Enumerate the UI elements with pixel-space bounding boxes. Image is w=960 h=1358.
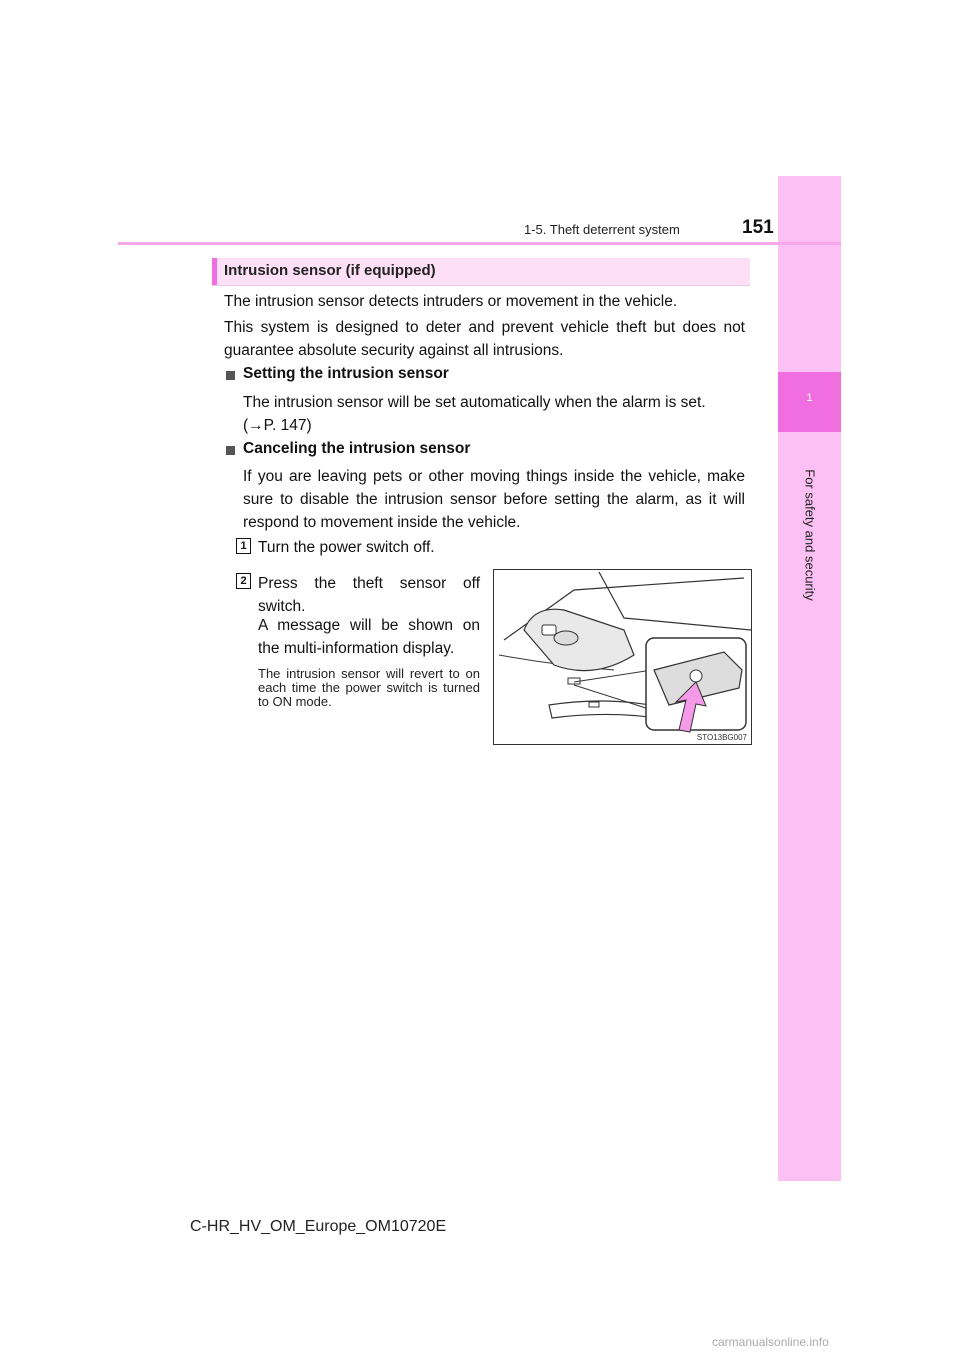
step-2-line-1: Press the theft sensor off (258, 575, 480, 592)
step-2-line-3: A message will be shown on (258, 617, 480, 634)
sensor-switch-illustration (493, 569, 752, 745)
page-heading: Intrusion sensor (if equipped) (224, 262, 436, 279)
canceling-text: If you are leaving pets or other moving things inside the vehicle, make sure to disable the intrusion sensor before setting the alarm, as it will respond to movement inside the vehicle. (243, 468, 745, 531)
step-2-line-2: switch. (258, 598, 306, 615)
section-title: 1-5. Theft deterrent system (524, 222, 680, 237)
setting-page-ref[interactable]: (→P. 147) (243, 417, 312, 434)
heading-accent (212, 258, 217, 285)
step-2-line-4: the multi-information display. (258, 640, 455, 657)
bullet-square-icon (226, 446, 235, 455)
page-number: 151 (742, 217, 774, 238)
step-number-box: 2 (236, 573, 251, 589)
setting-title: Setting the intrusion sensor (243, 365, 449, 382)
intro-paragraph-2: This system is designed to deter and prevent vehicle theft but does not guarantee absolute security against all intrusions. (224, 319, 745, 359)
canceling-title: Canceling the intrusion sensor (243, 440, 471, 457)
bullet-square-icon (226, 371, 235, 380)
step-1-text: Turn the power switch off. (258, 539, 435, 556)
step-2-note: The intrusion sensor will revert to on each time the power switch is turned to ON mode. (258, 666, 480, 709)
document-code: C-HR_HV_OM_Europe_OM10720E (190, 1218, 447, 1235)
step-number-box: 1 (236, 538, 251, 554)
chapter-side-tab (778, 176, 841, 1181)
header-rule (118, 242, 841, 245)
setting-text: The intrusion sensor will be set automatically when the alarm is set. (243, 394, 706, 411)
chapter-number: 1 (806, 392, 813, 404)
intro-paragraph-1: The intrusion sensor detects intruders or movement in the vehicle. (224, 293, 678, 310)
chapter-title-text: For safety and security (802, 469, 818, 601)
overhead-console-icon (494, 570, 751, 744)
chapter-title (800, 470, 820, 600)
figure-code: STO13BG007 (696, 733, 747, 742)
watermark: carmanualsonline.info (712, 1335, 829, 1349)
